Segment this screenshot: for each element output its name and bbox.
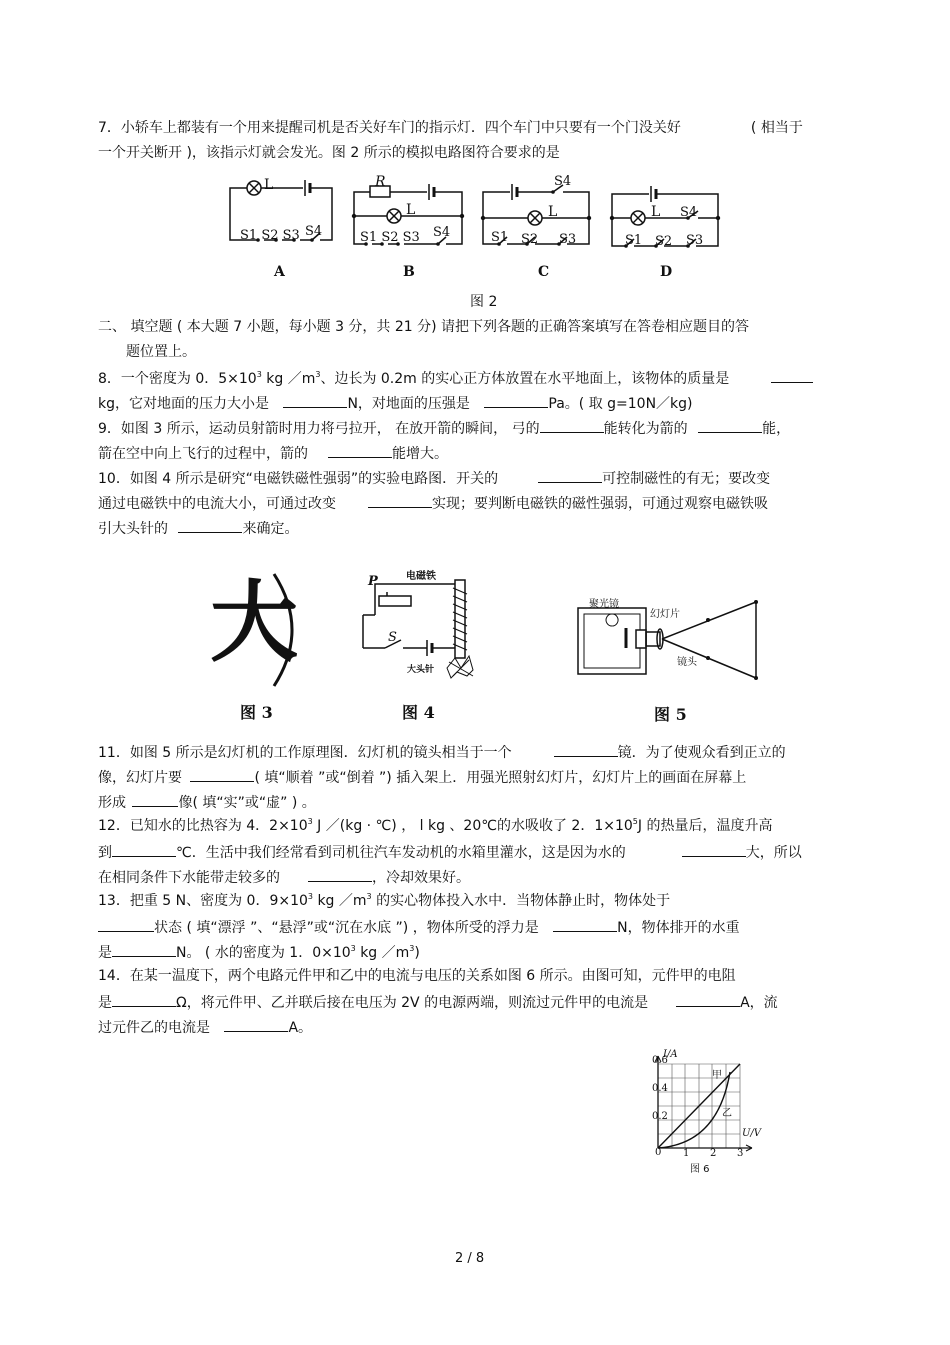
- switch-s4-label-a: S4: [305, 224, 323, 239]
- switch-s4-label-c: S4: [554, 174, 572, 189]
- q13-weight-blank[interactable]: [112, 942, 176, 957]
- resistor-label-b: R: [375, 174, 386, 190]
- fig6-caption: 图 6: [690, 1164, 710, 1175]
- lamp-label-d: L: [651, 204, 661, 220]
- q8-mass-blank[interactable]: [771, 368, 813, 383]
- fig6-xtick-2: 2: [710, 1148, 717, 1159]
- fig6-ytick-02: 0.2: [652, 1111, 668, 1122]
- switch-s3-label-c: S3: [559, 232, 577, 247]
- fig6-xtick-0: 0: [655, 1147, 662, 1158]
- q12-line2: 到 ℃．生活中我们经常看到司机往汽车发动机的水箱里灌水，这是因为水的 大，所以: [98, 842, 802, 862]
- q11-line2: 像，幻灯片要 ( 填“顺着 ”或“倒着 ”) 插入架上．用强光照射幻灯片，幻灯片上的画面在屏幕上: [98, 767, 746, 787]
- lamp-label-b: L: [406, 202, 416, 218]
- q12-heat-blank[interactable]: [308, 867, 372, 882]
- q14-current-yi-blank[interactable]: [224, 1017, 288, 1032]
- fig2-caption: 图 2: [470, 294, 498, 310]
- q12-temp-blank[interactable]: [112, 842, 176, 857]
- fig4-label-magnet: 电磁铁: [406, 571, 436, 582]
- q12-line1: 12．已知水的比热容为 4．$2\times 10^3$ J ／(kg · ℃) ， l kg 、20℃的水吸收了 2．$1\times 10^5J$ 的热量后，温度升高: [98, 817, 773, 834]
- q10-line3: 引大头针的 来确定。: [98, 518, 298, 538]
- q14-resistance-blank[interactable]: [112, 992, 176, 1007]
- q7-line1: 7．小轿车上都装有一个用来提醒司机是否关好车门的指示灯．四个车门中只要有一个门没关好 ( 相当于: [98, 120, 803, 136]
- fig6-xtick-1: 1: [683, 1148, 690, 1159]
- option-c-label: C: [538, 264, 550, 280]
- q8-force-blank[interactable]: [283, 393, 347, 408]
- fig4-caption: 图 4: [402, 703, 435, 722]
- section2-heading-cont: 题位置上。: [126, 344, 196, 360]
- switch-s2-label-c: S2: [521, 232, 539, 247]
- q11-image-blank[interactable]: [132, 792, 178, 807]
- fig3-caption: 图 3: [240, 703, 273, 722]
- q13-state-blank[interactable]: [98, 917, 154, 932]
- switch-labels-a: S1 S2 S3: [240, 228, 300, 243]
- page-number: 2 / 8: [455, 1251, 485, 1266]
- fig4-label-switch: S: [388, 630, 397, 645]
- fig6-xtick-3: 3: [737, 1148, 744, 1159]
- q8-line1: 8．一个密度为 0．$5\times 10^3$ kg $/m^3$、边长为 0.2m 的实心正方体放置在水平地面上，该物体的质量是: [98, 368, 813, 388]
- q10-line2: 通过电磁铁中的电流大小，可通过改变 实现；要判断电磁铁的磁性强弱，可通过观察电磁铁吸: [98, 493, 768, 513]
- q7-line2: 一个开关断开 )，该指示灯就会发光。图 2 所示的模拟电路图符合要求的是: [98, 145, 560, 161]
- q11-line3: 形成 像( 填“实”或“虚” ) 。: [98, 792, 316, 812]
- q14-line1: 14．在某一温度下，两个电路元件甲和乙中的电流与电压的关系如图 6 所示。由图可知，元件甲的电阻: [98, 968, 736, 984]
- fig6-ytick-06: 0.6: [652, 1055, 668, 1066]
- q10-blank-1[interactable]: [538, 468, 602, 483]
- fig6-xlabel: U/V: [742, 1128, 762, 1139]
- q13-buoyancy-blank[interactable]: [553, 917, 617, 932]
- switch-s3-label-d: S3: [686, 233, 704, 248]
- q10-line1: 10．如图 4 所示是研究“电磁铁磁性强弱”的实验电路图．开关的 可控制磁性的有无；要改变: [98, 468, 770, 488]
- fig6-series-jia-label: 甲: [712, 1070, 722, 1081]
- q10-blank-3[interactable]: [178, 518, 242, 533]
- q13-line2: 状态 ( 填“漂浮 ”、“悬浮”或“沉在水底 ”) ，物体所受的浮力是 N，物体排开的水重: [98, 917, 740, 937]
- fig3-bow-arc: [270, 570, 310, 690]
- q9-energy-blank-1[interactable]: [540, 418, 604, 433]
- q12-property-blank[interactable]: [682, 842, 746, 857]
- q14-line3: 过元件乙的电流是 A。: [98, 1017, 312, 1037]
- q14-line2: 是 Ω，将元件甲、乙并联后接在电压为 2V 的电源两端，则流过元件甲的电流是 A，流: [98, 992, 778, 1012]
- q9-line2: 箭在空中向上飞行的过程中，箭的 能增大。: [98, 443, 448, 463]
- fig6-series-yi-label: 乙: [722, 1108, 732, 1119]
- option-b-label: B: [403, 264, 415, 280]
- fig4-label-pins: 大头针: [407, 665, 435, 675]
- option-d-label: D: [660, 264, 673, 280]
- switch-s2-label-d: S2: [655, 234, 673, 249]
- q11-line1: 11．如图 5 所示是幻灯机的工作原理图．幻灯机的镜头相当于一个 镜．为了使观众看到正立的: [98, 742, 786, 762]
- q14-current-jia-blank[interactable]: [676, 992, 740, 1007]
- q9-energy-blank-2[interactable]: [698, 418, 762, 433]
- fig5-caption: 图 5: [654, 705, 687, 724]
- switch-s4-label-b: S4: [433, 225, 451, 240]
- switch-s4-label-d: S4: [680, 205, 698, 220]
- section2-heading: 二、 填空题 ( 本大题 7 小题，每小题 3 分，共 21 分) 请把下列各题的正确答案填写在答卷相应题目的答: [98, 319, 750, 335]
- q11-lens-blank[interactable]: [554, 742, 618, 757]
- q12-line3: 在相同条件下水能带走较多的 ，冷却效果好。: [98, 867, 470, 887]
- lamp-label-c: L: [548, 204, 558, 220]
- q13-line3: 是 N。 ( 水的密度为 1．$0\times 10^3$ kg $/m^3$): [98, 944, 420, 961]
- switch-labels-b: S1 S2 S3: [360, 230, 420, 245]
- q9-line1: 9．如图 3 所示，运动员射箭时用力将弓拉开， 在放开箭的瞬间， 弓的 能转化为箭的 能，: [98, 418, 790, 438]
- fig5-label-condenser: 聚光镜: [589, 599, 619, 610]
- q9-energy-blank-3[interactable]: [328, 443, 392, 458]
- q10-blank-2[interactable]: [368, 493, 432, 508]
- fig5-label-lens: 镜头: [677, 657, 697, 668]
- switch-s1-label-d: S1: [625, 233, 643, 248]
- q13-line1: 13．把重 5 N、密度为 0．$9\times 10^3$ kg $/m^3$ 的实心物体投入水中．当物体静止时，物体处于: [98, 892, 671, 909]
- switch-s1-label-c: S1: [491, 230, 509, 245]
- option-a-label: A: [274, 264, 285, 280]
- fig6-ylabel: I/A: [663, 1049, 678, 1060]
- fig6-ytick-04: 0.4: [652, 1083, 668, 1094]
- q8-pressure-blank[interactable]: [484, 393, 548, 408]
- fig5-label-slide: 幻灯片: [650, 609, 680, 620]
- fig4-label-p: P: [368, 574, 378, 589]
- lamp-label-a: L: [264, 177, 274, 193]
- q11-orientation-blank[interactable]: [190, 767, 254, 782]
- fig3-character: 大: [210, 571, 299, 674]
- q8-line2: kg，它对地面的压力大小是 N，对地面的压强是 Pa。( 取 g=10N／kg): [98, 393, 693, 413]
